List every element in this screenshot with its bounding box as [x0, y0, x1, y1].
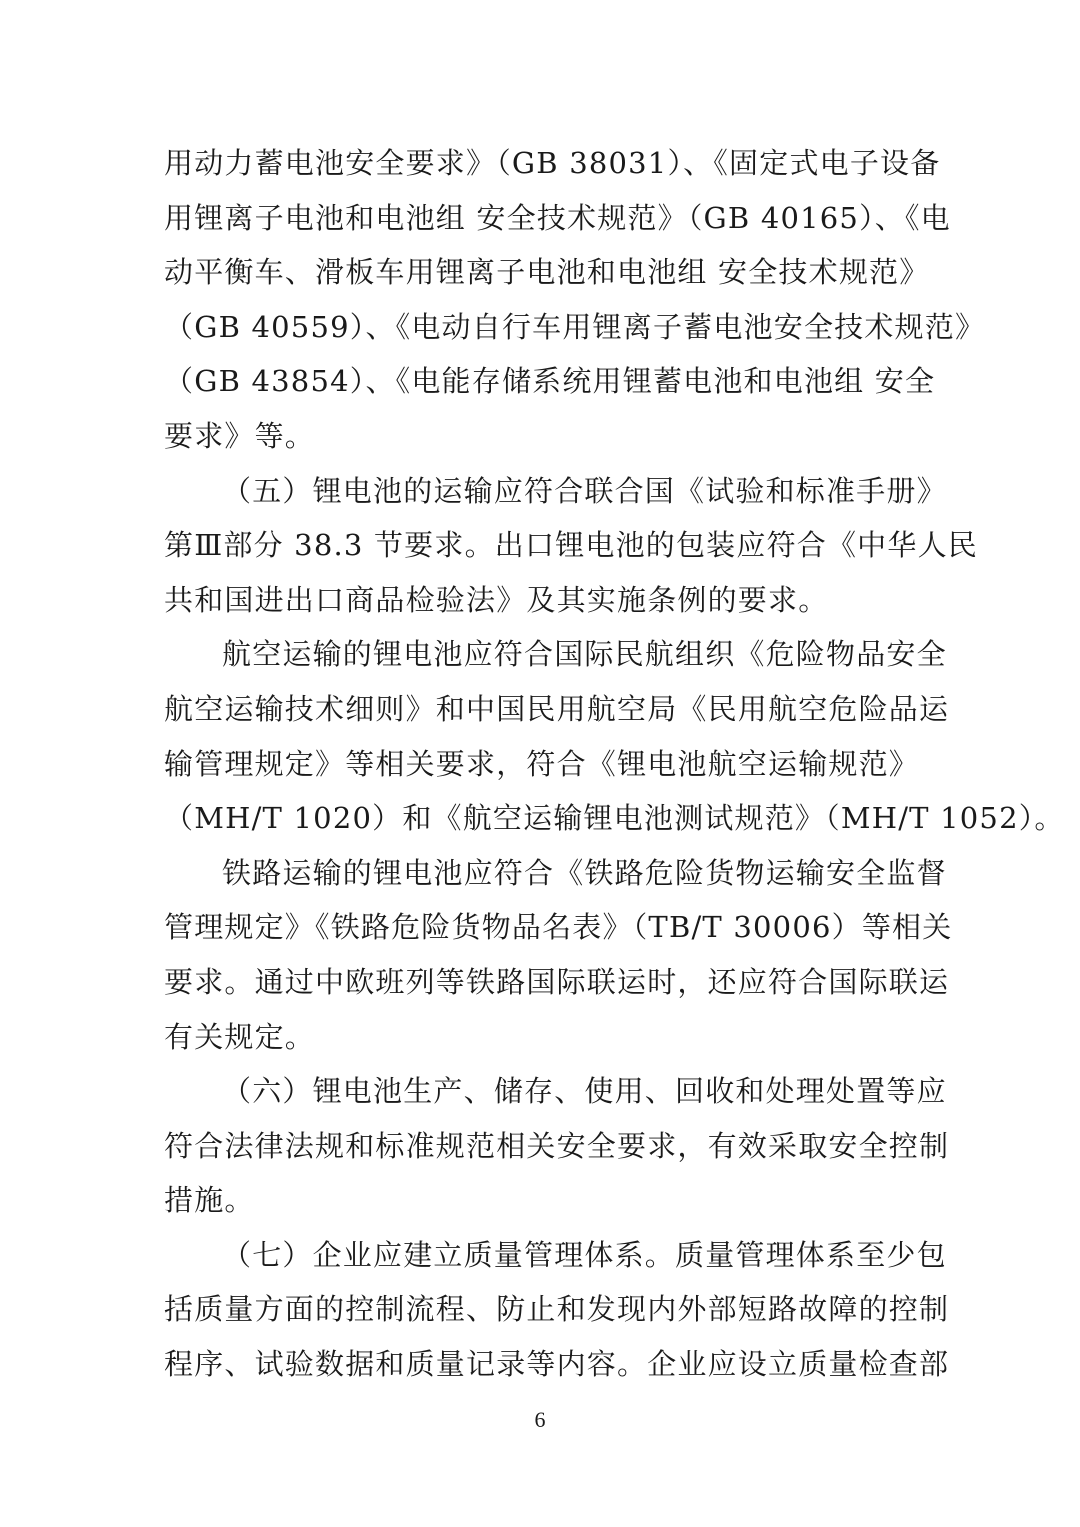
text-line: 管理规定》《铁路危险货物品名表》（TB/T 30006）等相关 — [164, 910, 953, 945]
text-line: 输管理规定》等相关要求，符合《锂电池航空运输规范》 — [164, 746, 920, 781]
text-line: 航空运输技术细则》和中国民用航空局《民用航空危险品运 — [164, 691, 950, 726]
text-line: （MH/T 1020）和《航空运输锂电池测试规范》（MH/T 1052）。 — [164, 801, 1065, 836]
text-line: 要求》等。 — [164, 418, 316, 453]
text-line: 共和国进出口商品检验法》及其实施条例的要求。 — [164, 582, 829, 617]
text-line: 程序、试验数据和质量记录等内容。企业应设立质量检查部 — [164, 1347, 950, 1382]
text-line: 航空运输的锂电池应符合国际民航组织《危险物品安全 — [222, 637, 947, 672]
text-line: 有关规定。 — [164, 1019, 316, 1054]
text-line: 符合法律法规和标准规范相关安全要求，有效采取安全控制 — [164, 1128, 950, 1163]
text-line: 措施。 — [164, 1183, 255, 1218]
text-line: （七）企业应建立质量管理体系。质量管理体系至少包 — [222, 1237, 947, 1272]
text-line: 用动力蓄电池安全要求》（GB 38031）、《固定式电子设备 — [164, 146, 941, 180]
page-number: 6 — [534, 1407, 546, 1432]
text-line: 铁路运输的锂电池应符合《铁路危险货物运输安全监督 — [222, 855, 947, 890]
text-line: 第Ⅲ部分 38.3 节要求。出口锂电池的包装应符合《中华人民 — [164, 528, 978, 563]
text-line: （五）锂电池的运输应符合联合国《试验和标准手册》 — [222, 473, 947, 508]
text-line: （六）锂电池生产、储存、使用、回收和处理处置等应 — [222, 1074, 947, 1109]
text-line: （GB 40559）、《电动自行车用锂离子蓄电池安全技术规范》 — [164, 309, 986, 344]
text-line: 括质量方面的控制流程、防止和发现内外部短路故障的控制 — [164, 1292, 950, 1327]
document-body — [164, 136, 1065, 1392]
text-line: 用锂离子电池和电池组 安全技术规范》（GB 40165）、《电 — [164, 200, 951, 235]
text-line: （GB 43854）、《电能存储系统用锂蓄电池和电池组 安全 — [164, 364, 936, 399]
text-line: 要求。通过中欧班列等铁路国际联运时，还应符合国际联运 — [164, 964, 950, 999]
text-line: 动平衡车、滑板车用锂离子电池和电池组 安全技术规范》 — [164, 255, 930, 290]
